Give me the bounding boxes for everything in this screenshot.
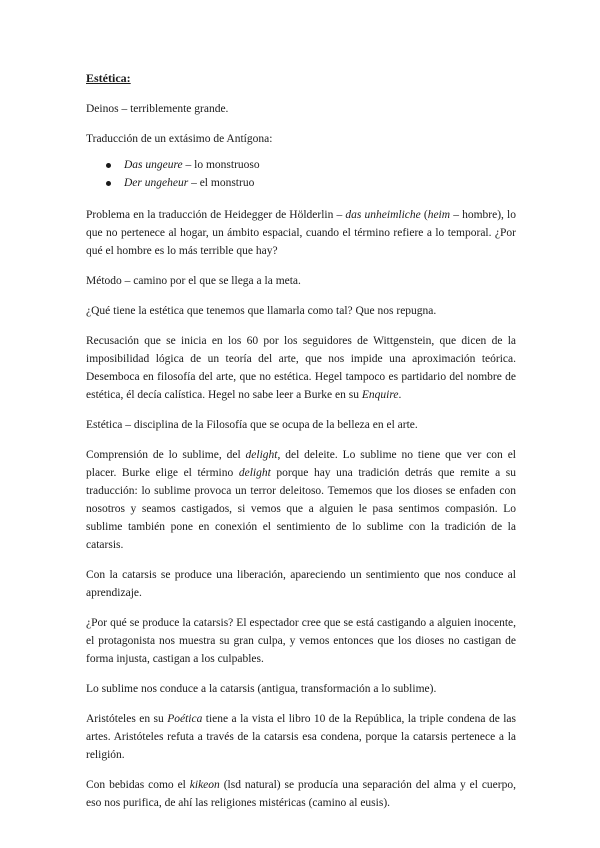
- list-item: [124, 174, 516, 192]
- section-title: Estética:: [86, 71, 131, 85]
- list-term: Der ungeheur: [124, 177, 189, 189]
- paragraph-definicion-estetica: Estética – disciplina de la Filosofía que se ocupa de la belleza en el arte.: [86, 419, 418, 431]
- paragraph-recusacion: Recusación que se inicia en los 60 por los seguidores de Wittgenstein, que dicen de la imposibilidad lógica de un teoría del arte, que nos impide una aproximación teórica. Desemboca en filosofía del arte, que no estética. Hegel tampoco es partidario del nombre de estética, él decía calística. Hegel no sabe leer a Burke en su Enquire.: [86, 335, 516, 401]
- list-definition: – lo monstruoso: [182, 159, 260, 171]
- paragraph-heidegger: Problema en la traducción de Heidegger de Hölderlin – das unheimliche (heim – hombre), lo que no pertenece al hogar, un ámbito espacial, cuando el término refiere a lo temporal. ¿Por qué el hombre es lo más terrible que hay?: [86, 209, 516, 257]
- paragraph-sublime: Comprensión de lo sublime, del delight, del deleite. Lo sublime no tiene que ver con el placer. Burke elige el término delight porque hay una tradición detrás que remite a su traducción: lo sublime provoca un terror deleitoso. Tememos que los dioses se enfaden con nosotros y seamos castigados, si vemos que a alguien le pasa sentimos compasión. Lo sublime también pone en conexión el sentimiento de lo sublime con la tradición de la catarsis.: [86, 449, 516, 551]
- bullet-icon: [106, 181, 111, 186]
- paragraph-deinos: Deinos – terriblemente grande.: [86, 103, 229, 115]
- paragraph-catarsis-porque: ¿Por qué se produce la catarsis? El espectador cree que se está castigando a alguien inocente, el protagonista nos muestra su gran culpa, y vemos entonces que los dioses no castigan de forma injusta, castigan a los culpables.: [86, 617, 516, 665]
- list-definition: – el monstruo: [188, 177, 255, 189]
- list-item: [124, 156, 516, 174]
- document-body: [86, 70, 516, 824]
- paragraph-antigona: Traducción de un extásimo de Antígona:: [86, 133, 273, 145]
- paragraph-repugna: ¿Qué tiene la estética que tenemos que llamarla como tal? Que nos repugna.: [86, 305, 437, 317]
- translation-list: [86, 156, 516, 192]
- list-term: Das ungeure: [124, 159, 183, 171]
- paragraph-sublime-catarsis: Lo sublime nos conduce a la catarsis (antigua, transformación a lo sublime).: [86, 683, 437, 695]
- paragraph-metodo: Método – camino por el que se llega a la meta.: [86, 275, 301, 287]
- paragraph-kikeon: Con bebidas como el kikeon (lsd natural) se producía una separación del alma y el cuerpo, eso nos purifica, de ahí las religiones mistéricas (camino al eusis).: [86, 779, 516, 809]
- bullet-icon: [106, 163, 111, 168]
- paragraph-catarsis-liberacion: Con la catarsis se produce una liberación, apareciendo un sentimiento que nos conduce al aprendizaje.: [86, 569, 516, 599]
- paragraph-aristoteles: Aristóteles en su Poética tiene a la vista el libro 10 de la República, la triple condena de las artes. Aristóteles refuta a través de la catarsis esa condena, porque la catarsis pertenece a la religión.: [86, 713, 517, 761]
